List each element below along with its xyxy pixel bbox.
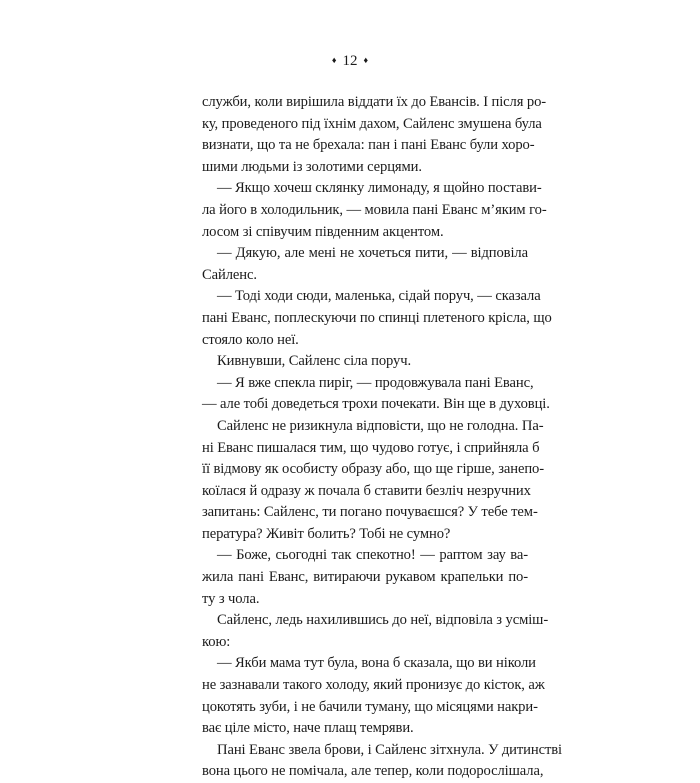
text-line: ку, проведеного під їхнім дахом, Сайленс змушена була <box>202 115 542 132</box>
text-line: стояло коло неї. <box>202 331 299 348</box>
text-line: — Боже, сьогодні так спекотно! — раптом зау ва- <box>217 547 528 564</box>
body-text <box>202 92 562 783</box>
text-line: лосом зі співучим південним акцентом. <box>202 223 444 240</box>
text-line: Сайленс, ледь нахилившись до неї, відповіла з усміш- <box>217 612 549 629</box>
diamond-ornament-left-icon: ♦ <box>331 55 337 65</box>
text-line: жила пані Еванс, витираючи рукавом крапельки по- <box>202 569 528 586</box>
text-line: — Я вже спекла пиріг, — продовжувала пані Еванс, <box>217 374 534 391</box>
running-header <box>0 50 700 71</box>
text-line: Кивнувши, Сайленс сіла поруч. <box>217 353 412 370</box>
text-line: — Тоді ходи сюди, маленька, сідай поруч, — сказала <box>217 288 541 305</box>
text-line: кою: <box>202 633 231 650</box>
text-line: ває ціле місто, наче плащ темряви. <box>202 720 414 737</box>
text-line: — Якщо хочеш склянку лимонаду, я щойно постави- <box>217 180 542 197</box>
text-line: Пані Еванс звела брови, і Сайленс зітхнула. У дитинстві <box>217 741 562 758</box>
diamond-ornament-right-icon: ♦ <box>363 55 369 65</box>
text-line: Сайленс не ризикнула відповісти, що не голодна. Па- <box>217 417 544 434</box>
text-line: ту з чола. <box>202 590 260 607</box>
text-line: пані Еванс, поплескуючи по спинці плетеного крісла, що <box>202 309 552 326</box>
text-line: шими людьми із золотими серцями. <box>202 158 422 175</box>
text-line: пература? Живіт болить? Тобі не сумно? <box>202 525 451 542</box>
page-number: 12 <box>342 53 358 69</box>
text-line: вона цього не помічала, але тепер, коли подорослішала, <box>202 763 544 780</box>
text-line: цокотять зуби, і не бачили туману, що місяцями накри- <box>202 698 538 715</box>
text-line: — але тобі доведеться трохи почекати. Він ще в духовці. <box>202 396 550 413</box>
text-line: служби, коли вирішила віддати їх до Евансів. І після ро- <box>202 94 547 110</box>
text-line: — Якби мама тут була, вона б сказала, що ви ніколи <box>217 655 536 672</box>
text-line: коїлася й одразу ж почала б ставити безліч незручних <box>202 482 531 499</box>
text-line: визнати, що та не брехала: пан і пані Еванс були хоро- <box>202 137 535 154</box>
text-line: не зазнавали такого холоду, який пронизує до кісток, аж <box>202 677 545 694</box>
text-line: ні Еванс пишалася тим, що чудово готує, і сприйняла б <box>202 439 540 456</box>
text-line: її відмову як особисту образу або, що ще гірше, занепо- <box>202 461 545 478</box>
text-line: Сайленс. <box>202 266 257 283</box>
text-line: — Дякую, але мені не хочеться пити, — відповіла <box>217 245 528 262</box>
text-line: ла його в холодильник, — мовила пані Еванс м’яким го- <box>202 201 547 218</box>
text-line: запитань: Сайленс, ти погано почуваєшся? У тебе тем- <box>202 504 538 521</box>
